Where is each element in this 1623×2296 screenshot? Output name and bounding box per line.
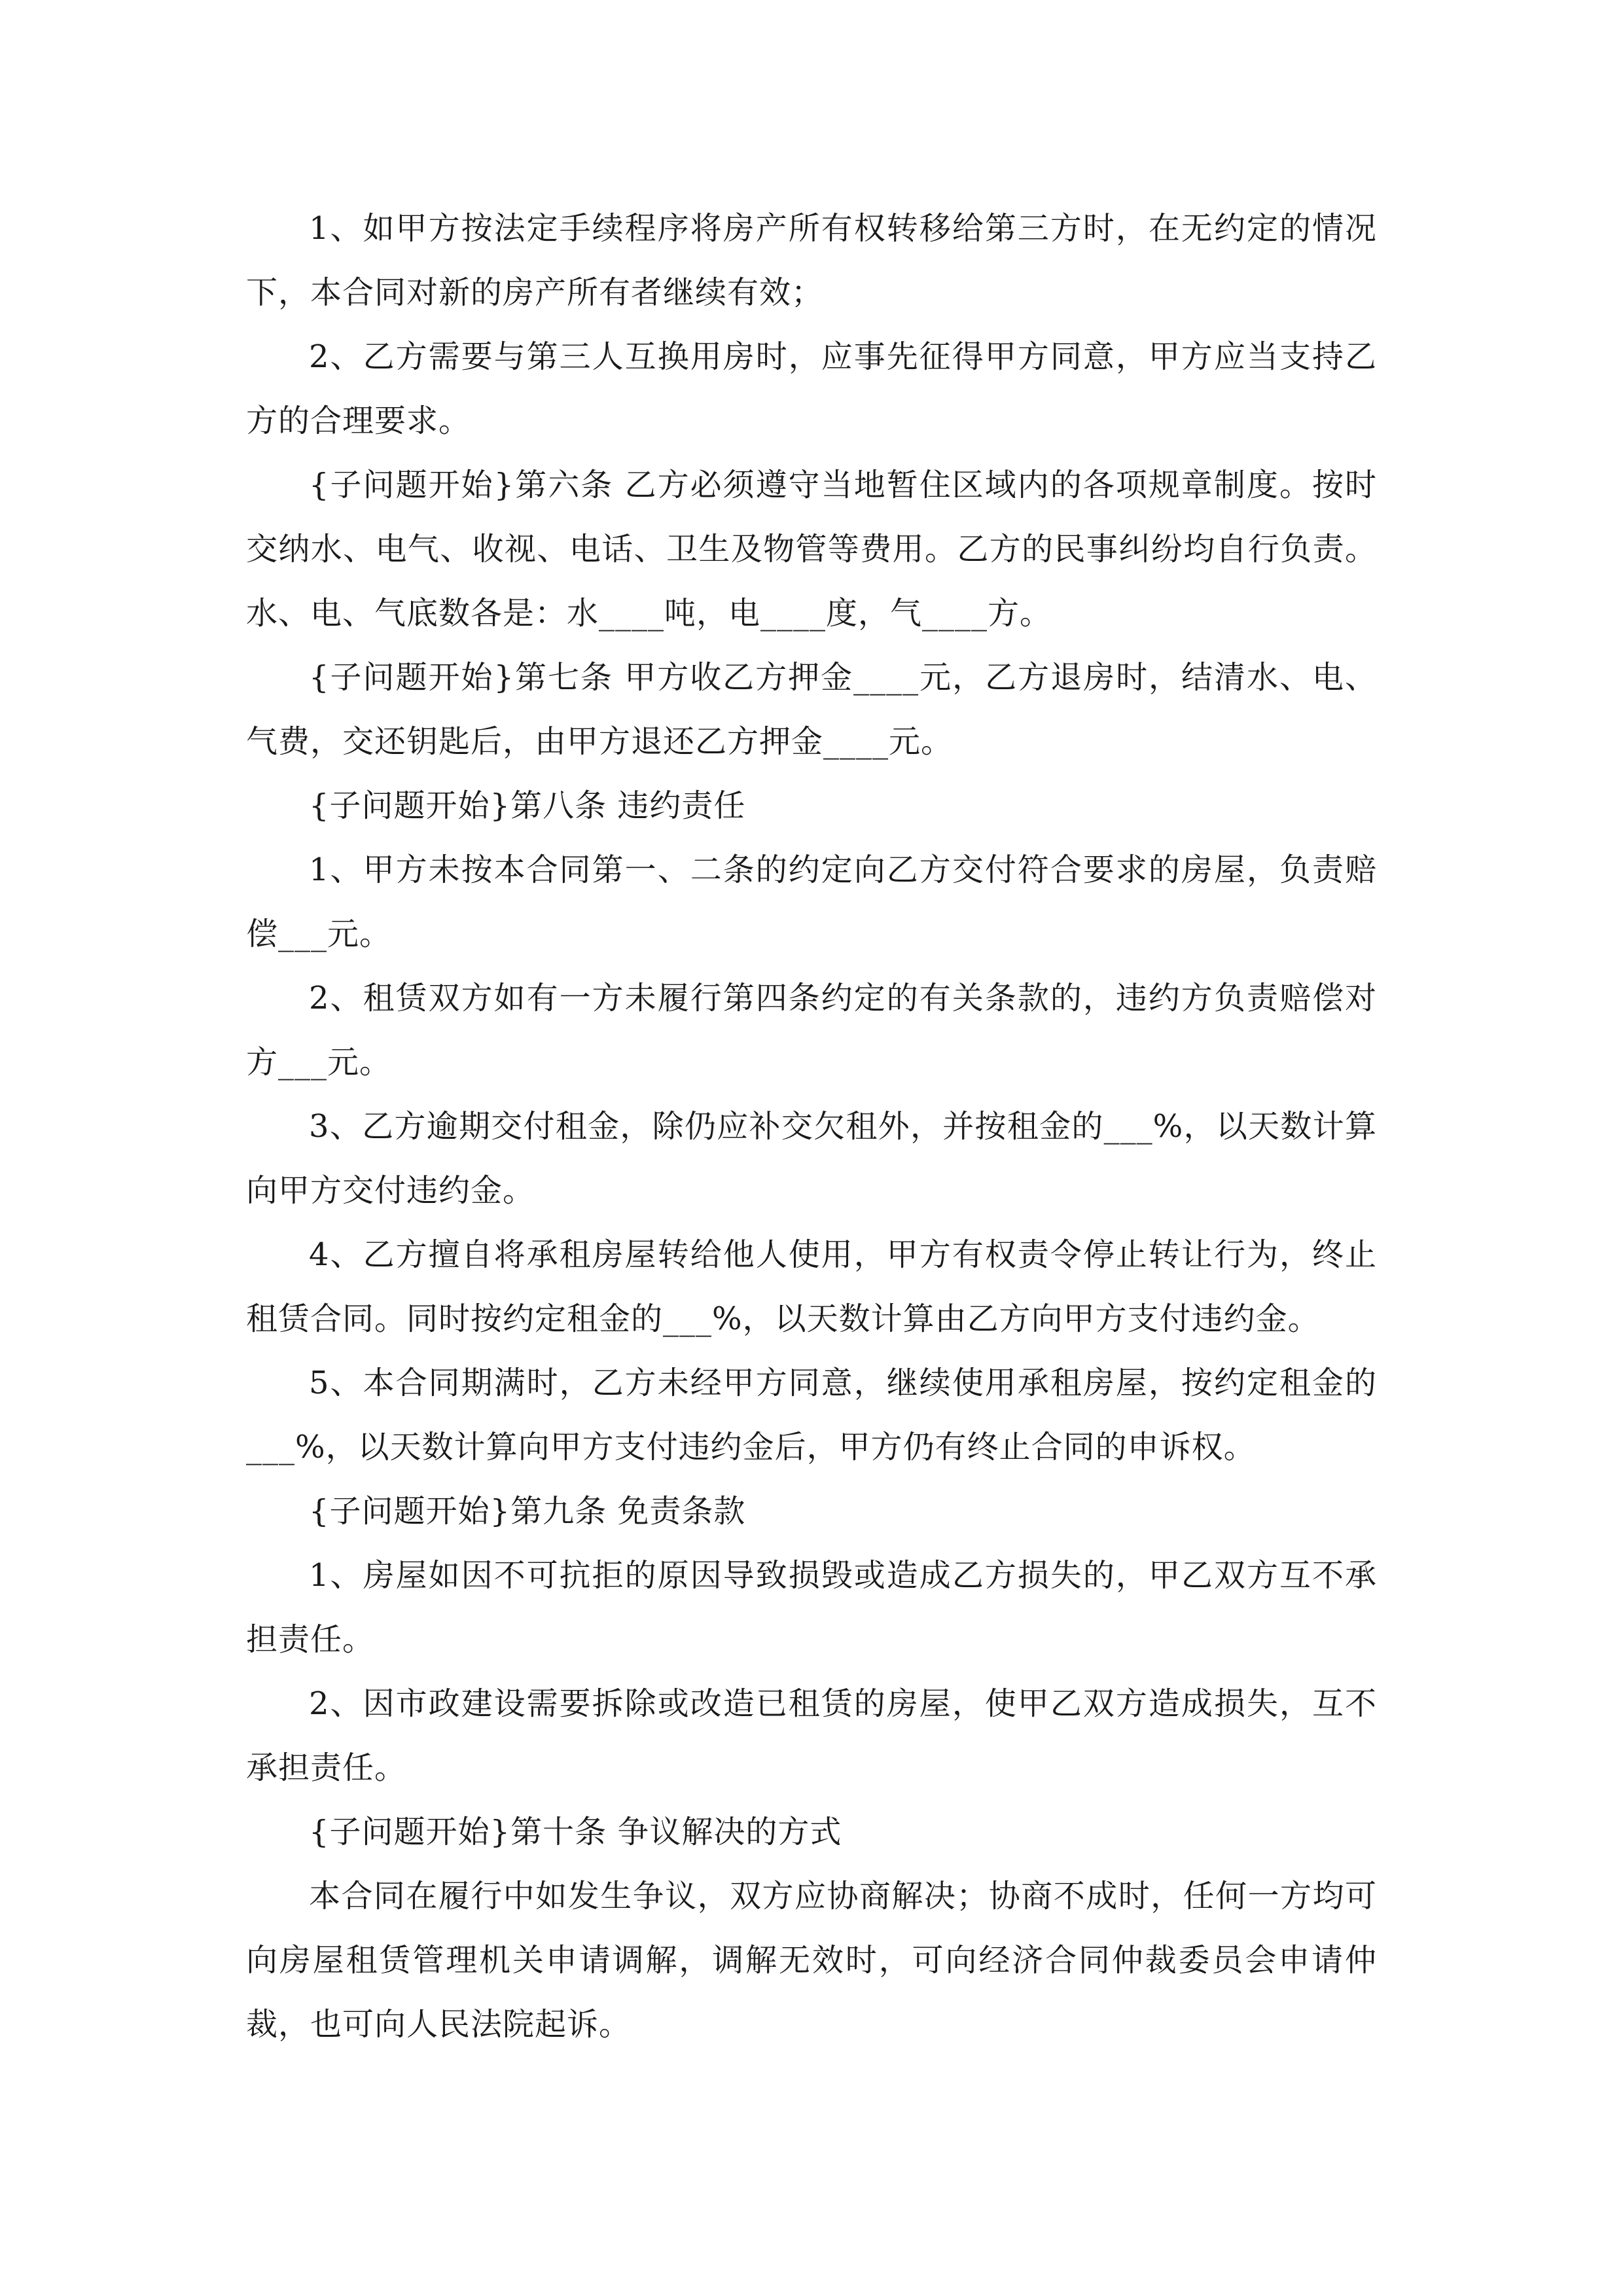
article-9-item-1: 1、房屋如因不可抗拒的原因导致损毁或造成乙方损失的，甲乙双方互不承担责任。 (246, 1557, 1377, 1658)
article-8-item-4: 4、乙方擅自将承租房屋转给他人使用，甲方有权责令停止转让行为，终止租赁合同。同时按约定租金的___%，以天数计算由乙方向甲方支付违约金。 (246, 1236, 1377, 1337)
article-6: {子问题开始}第六条 乙方必须遵守当地暂住区域内的各项规章制度。按时交纳水、电气、收视、电话、卫生及物管等费用。乙方的民事纠纷均自行负责。水、电、气底数各是：水____吨，电____度，气____方。 (246, 467, 1377, 632)
article-8-item-3: 3、乙方逾期交付租金，除仍应补交欠租外，并按租金的___%，以天数计算向甲方交付违约金。 (246, 1108, 1377, 1209)
paragraph-transfer-ownership: 1、如甲方按法定手续程序将房产所有权转移给第三方时，在无约定的情况下，本合同对新的房产所有者继续有效； (246, 210, 1377, 311)
article-8-heading: {子问题开始}第八条 违约责任 (309, 787, 746, 824)
article-9-heading: {子问题开始}第九条 免责条款 (309, 1493, 746, 1530)
article-9-item-2: 2、因市政建设需要拆除或改造已租赁的房屋，使甲乙双方造成损失，互不承担责任。 (246, 1685, 1377, 1786)
document-body (246, 196, 1377, 2056)
article-7: {子问题开始}第七条 甲方收乙方押金____元，乙方退房时，结清水、电、气费，交还钥匙后，由甲方退还乙方押金____元。 (246, 659, 1377, 760)
article-10-body: 本合同在履行中如发生争议，双方应协商解决；协商不成时，任何一方均可向房屋租赁管理机关申请调解，调解无效时，可向经济合同仲裁委员会申请仲裁，也可向人民法院起诉。 (246, 1878, 1377, 2043)
article-8-item-1: 1、甲方未按本合同第一、二条的约定向乙方交付符合要求的房屋，负责赔偿___元。 (246, 852, 1377, 952)
article-10-heading: {子问题开始}第十条 争议解决的方式 (309, 1814, 842, 1850)
article-8-item-5: 5、本合同期满时，乙方未经甲方同意，继续使用承租房屋，按约定租金的___%，以天数计算向甲方支付违约金后，甲方仍有终止合同的申诉权。 (246, 1365, 1377, 1465)
article-8-item-2: 2、租赁双方如有一方未履行第四条约定的有关条款的，违约方负责赔偿对方___元。 (246, 980, 1377, 1081)
paragraph-exchange-housing: 2、乙方需要与第三人互换用房时，应事先征得甲方同意，甲方应当支持乙方的合理要求。 (246, 338, 1377, 439)
